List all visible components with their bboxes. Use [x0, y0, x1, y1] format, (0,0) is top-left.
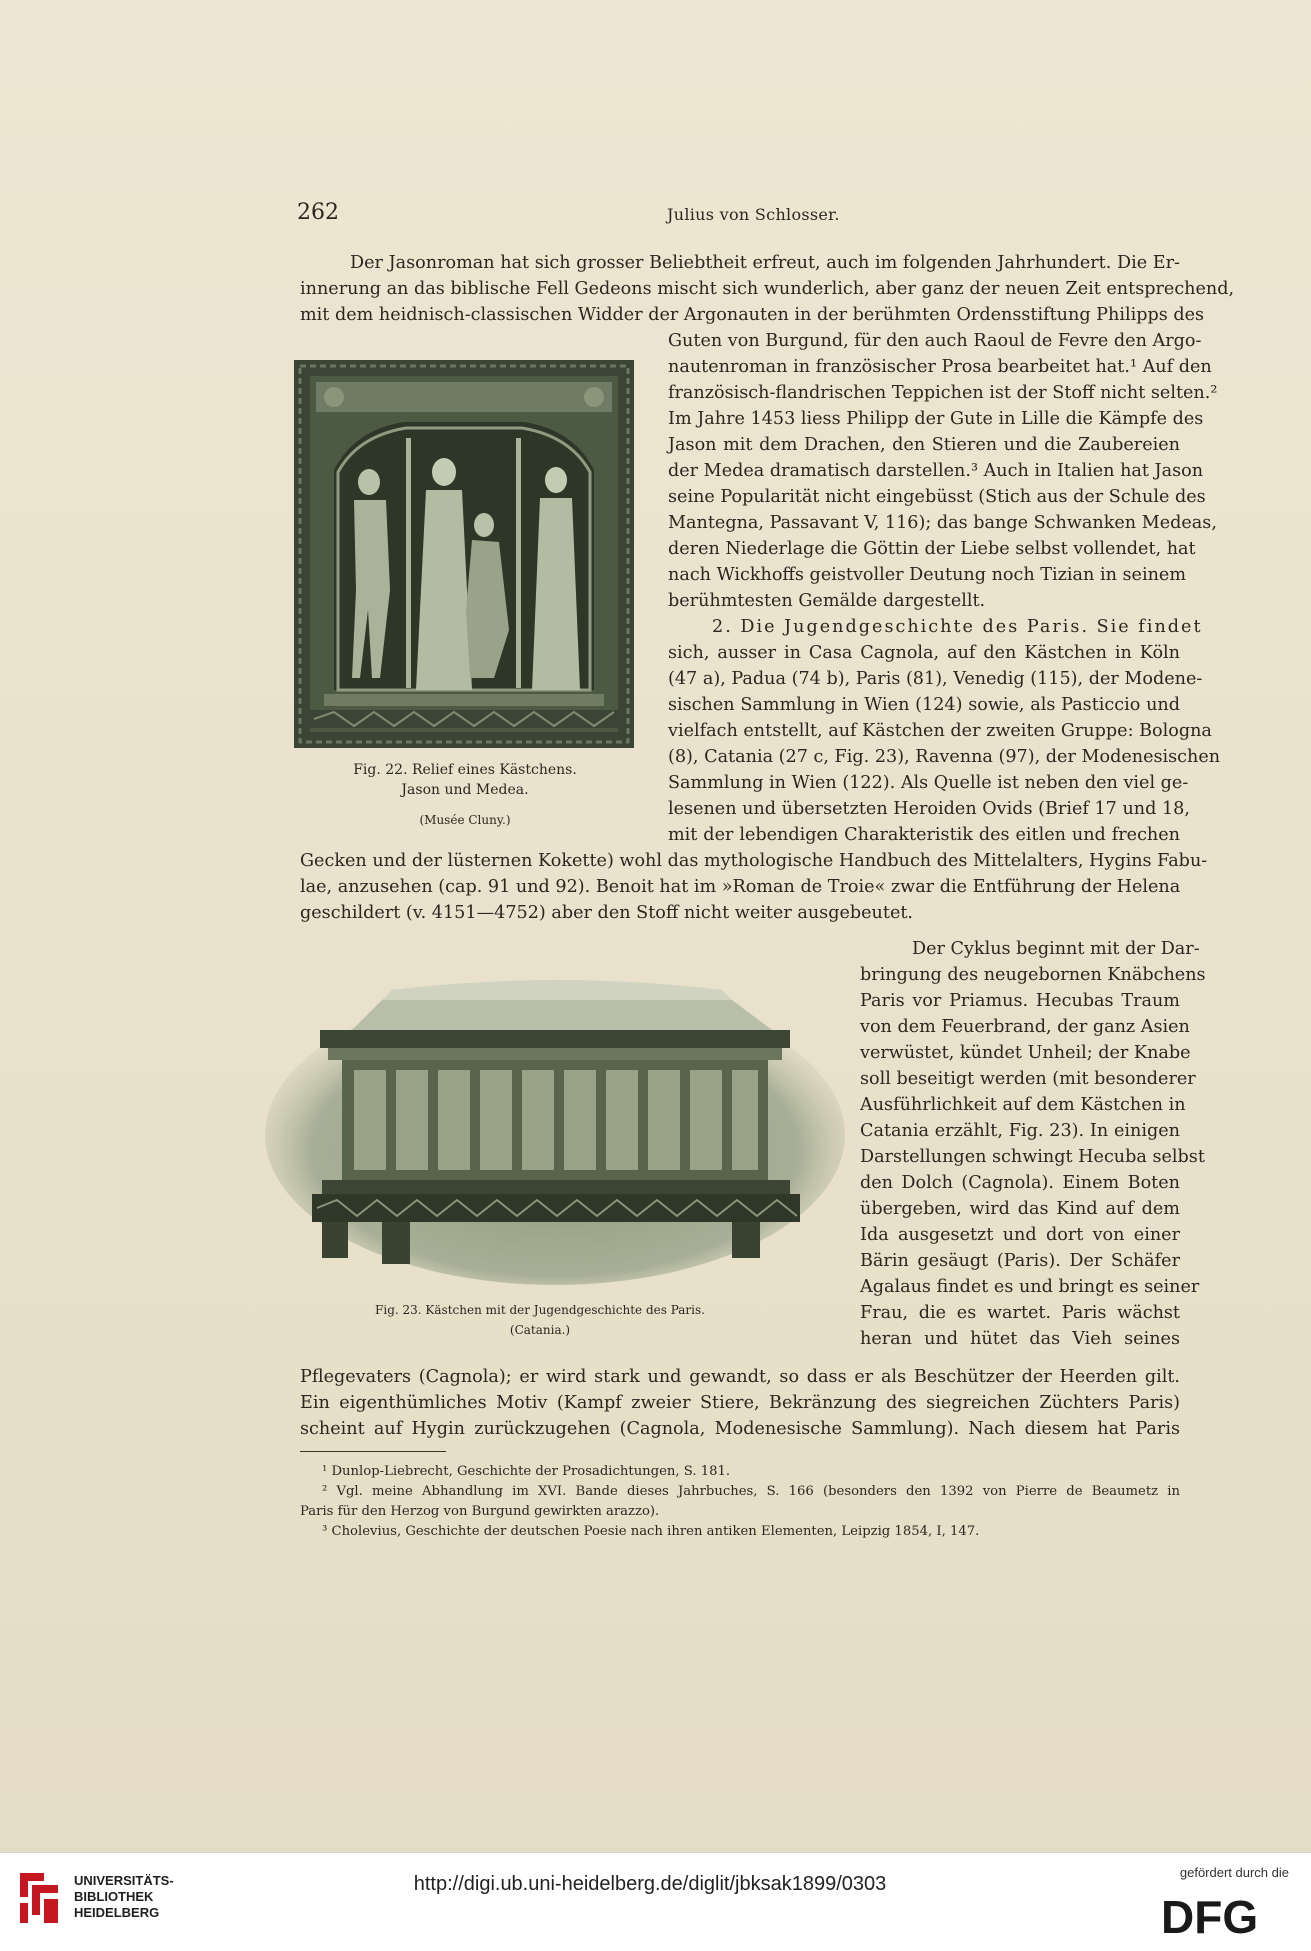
figure-23-casket-catania: [262, 960, 848, 1290]
text-line: der Medea dramatisch darstellen.³ Auch in Italien hat Jason: [668, 461, 1204, 481]
permalink-url[interactable]: http://digi.ub.uni-heidelberg.de/diglit/jbksak1899/0303: [413, 1873, 887, 1895]
text-line: Catania erzählt, Fig. 23). In einigen: [860, 1121, 1180, 1141]
text-line: Pflegevaters (Cagnola); er wird stark und gewandt, so dass er als Beschützer der Heerden gilt.: [300, 1367, 1180, 1387]
library-name-line: BIBLIOTHEK: [74, 1889, 154, 1904]
text-line: Jason mit dem Drachen, den Stieren und die Zaubereien: [668, 435, 1180, 455]
text-line: berühmtesten Gemälde dargestellt.: [668, 591, 986, 611]
figure-22-relief-jason-medea: [294, 360, 634, 748]
text-line: Paris vor Priamus. Hecubas Traum: [860, 991, 1180, 1011]
dfg-logo-text: DFG: [1161, 1893, 1259, 1939]
footnote: ³ Cholevius, Geschichte der deutschen Poesie nach ihren antiken Elementen, Leipzig 1854, I, 147.: [322, 1524, 980, 1539]
text-line: heran und hütet das Vieh seines: [860, 1329, 1180, 1349]
footer-bar: [0, 1852, 1311, 1951]
text-line: seine Popularität nicht eingebüsst (Stich aus der Schule des: [668, 487, 1206, 507]
library-name: [74, 1873, 174, 1921]
text-line: französisch-flandrischen Teppichen ist der Stoff nicht selten.²: [668, 383, 1218, 403]
funded-by-label: gefördert durch die: [1179, 1865, 1289, 1880]
section-heading-line: 2. Die Jugendgeschichte des Paris. Sie findet: [712, 617, 1203, 637]
text-line: lesenen und übersetzten Heroiden Ovids (Brief 17 und 18,: [668, 799, 1190, 819]
text-line: vielfach entstellt, auf Kästchen der zweiten Gruppe: Bologna: [668, 721, 1212, 741]
text-line: deren Niederlage die Göttin der Liebe selbst vollendet, hat: [668, 539, 1196, 559]
text-line: Agalaus findet es und bringt es seiner: [860, 1277, 1200, 1297]
text-line: geschildert (v. 4151—4752) aber den Stoff nicht weiter ausgebeutet.: [300, 903, 914, 923]
text-line: scheint auf Hygin zurückzugehen (Cagnola, Modenesische Sammlung). Nach diesem hat Paris: [300, 1419, 1180, 1439]
text-line: (47 a), Padua (74 b), Paris (81), Venedig (115), der Modene-: [668, 669, 1203, 689]
text-line: Ida ausgesetzt und dort von einer: [860, 1225, 1180, 1245]
text-line: den Dolch (Cagnola). Einem Boten: [860, 1173, 1180, 1193]
text-line: übergeben, wird das Kind auf dem: [860, 1199, 1180, 1219]
footnote: ² Vgl. meine Abhandlung im XVI. Bande dieses Jahrbuches, S. 166 (besonders den 1392 von Pierre de Beaumetz in: [322, 1484, 1180, 1499]
text-line: Mantegna, Passavant V, 116); das bange Schwanken Medeas,: [668, 513, 1217, 533]
text-line: lae, anzusehen (cap. 91 und 92). Benoit hat im »Roman de Troie« zwar die Entführung der Helena: [300, 877, 1181, 897]
text-line: soll beseitigt werden (mit besonderer: [860, 1069, 1196, 1089]
text-line: von dem Feuerbrand, der ganz Asien: [860, 1017, 1190, 1037]
text-line: Der Cyklus beginnt mit der Dar-: [912, 939, 1200, 959]
text-line: sich, ausser in Casa Cagnola, auf den Kästchen in Köln: [668, 643, 1180, 663]
page-number: 262: [297, 200, 339, 225]
text-line: (8), Catania (27 c, Fig. 23), Ravenna (97), der Modenesischen: [668, 747, 1221, 767]
text-line: bringung des neugebornen Knäbchens: [860, 965, 1206, 985]
figure-23-caption: Fig. 23. Kästchen mit der Jugendgeschichte des Paris.: [375, 1303, 705, 1317]
text-line: nach Wickhoffs geistvoller Deutung noch Tizian in seinem: [668, 565, 1187, 585]
running-head: Julius von Schlosser.: [667, 205, 840, 224]
library-name-line: UNIVERSITÄTS-: [74, 1873, 174, 1888]
text-line: nautenroman in französischer Prosa bearbeitet hat.¹ Auf den: [668, 357, 1212, 377]
figure-22-caption: Jason und Medea.: [401, 782, 529, 798]
text-line: Frau, die es wartet. Paris wächst: [860, 1303, 1180, 1323]
figure-23-source: (Catania.): [509, 1323, 571, 1337]
text-line: Darstellungen schwingt Hecuba selbst: [860, 1147, 1205, 1167]
dfg-logo: [1161, 1893, 1293, 1939]
text-line: Ein eigenthümliches Motiv (Kampf zweier Stiere, Bekränzung des siegreichen Züchters Paris): [300, 1393, 1180, 1413]
figure-22-source: (Musée Cluny.): [419, 813, 511, 827]
text-line: Im Jahre 1453 liess Philipp der Gute in Lille die Kämpfe des: [668, 409, 1204, 429]
text-line: Gecken und der lüsternen Kokette) wohl das mythologische Handbuch des Mittelalters, Hygins Fabu-: [300, 851, 1208, 871]
text-line: innerung an das biblische Fell Gedeons mischt sich wunderlich, aber ganz der neuen Zeit entsprechend,: [300, 279, 1235, 299]
footnote: Paris für den Herzog von Burgund gewirkten arazzo).: [300, 1504, 660, 1519]
footnote-rule: [300, 1451, 446, 1452]
text-line: Bärin gesäugt (Paris). Der Schäfer: [860, 1251, 1180, 1271]
text-line: Guten von Burgund, für den auch Raoul de Fevre den Argo-: [668, 331, 1202, 351]
text-line: mit der lebendigen Charakteristik des eitlen und frechen: [668, 825, 1180, 845]
text-line: Sammlung in Wien (122). Als Quelle ist neben den viel ge-: [668, 773, 1189, 793]
text-line: verwüstet, kündet Unheil; der Knabe: [860, 1043, 1191, 1063]
text-line: sischen Sammlung in Wien (124) sowie, als Pasticcio und: [668, 695, 1180, 715]
library-name-line: HEIDELBERG: [74, 1905, 160, 1920]
text-line: mit dem heidnisch-classischen Widder der Argonauten in der berühmten Ordensstiftung Philipps des: [300, 305, 1205, 325]
footnote: ¹ Dunlop-Liebrecht, Geschichte der Prosadichtungen, S. 181.: [322, 1464, 731, 1479]
text-line: Ausführlichkeit auf dem Kästchen in: [860, 1095, 1186, 1115]
text-line: Der Jasonroman hat sich grosser Beliebtheit erfreut, auch im folgenden Jahrhundert. Die Er-: [350, 253, 1180, 273]
ub-heidelberg-logo-icon: [14, 1867, 64, 1929]
figure-22-caption: Fig. 22. Relief eines Kästchens.: [353, 762, 577, 778]
